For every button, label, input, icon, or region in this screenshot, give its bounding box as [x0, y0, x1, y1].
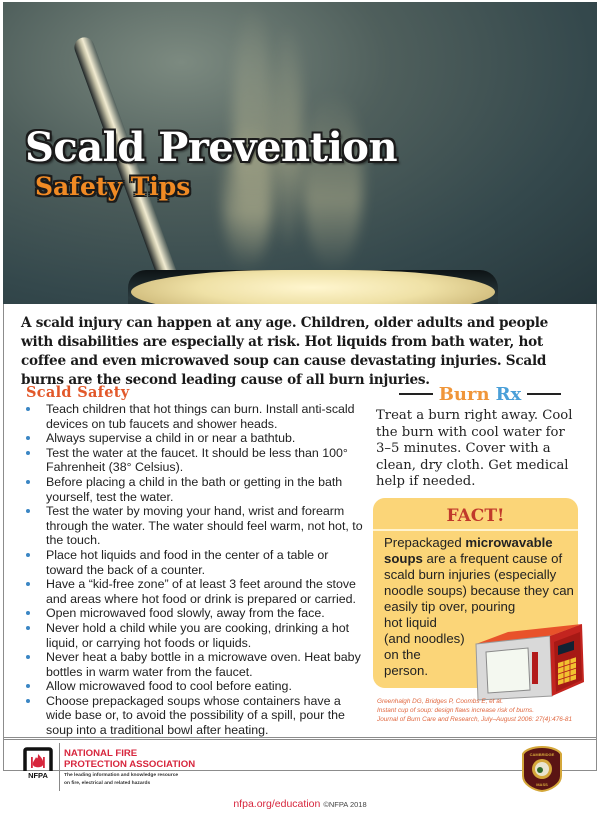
- page-subtitle: Safety Tips: [35, 172, 191, 201]
- burn-rx-word-burn: Burn: [438, 383, 490, 405]
- burn-rx-text: Treat a burn right away. Cool the burn with cool water for 3–5 minutes. Cover with a clean, dry cloth. Get medical help if needed.: [376, 408, 573, 490]
- bullet-icon: [26, 509, 30, 513]
- bullet-icon: [26, 553, 30, 557]
- scald-safety-heading: Scald Safety: [26, 384, 130, 401]
- badge-top-text: CAMBRIDGE: [529, 752, 555, 757]
- footer-vertical-divider: [59, 743, 60, 791]
- microwave-icon: [472, 616, 588, 704]
- bullet-icon: [26, 480, 30, 484]
- fact-text-line: on the: [384, 647, 421, 662]
- heading-rule: [399, 393, 433, 395]
- org-tagline: [64, 772, 178, 787]
- list-item-text: Place hot liquids and food in the center of a table or toward the back of a counter.: [46, 547, 329, 577]
- list-item: [24, 679, 364, 694]
- list-item-text: Have a “kid-free zone” of at least 3 feet around the stove and areas where hot food or drink is prepared or carried.: [46, 577, 356, 606]
- burn-rx-heading: [380, 383, 580, 405]
- scald-safety-list: [24, 402, 364, 738]
- citation-line: Journal of Burn Care and Research, July–August 2006: 27(4):476-81: [377, 716, 573, 723]
- list-item-text: Never hold a child while you are cooking, drinking a hot liquid, or carrying hot foods or liquids.: [46, 620, 350, 650]
- fact-text-post: are a frequent cause of scald burn injuries (especially noodle soups) because they can easily tip over, pouring: [384, 551, 574, 614]
- nfpa-education-link[interactable]: nfpa.org/education: [233, 798, 321, 810]
- fact-divider: [373, 529, 578, 531]
- footer-divider: [3, 739, 597, 740]
- citation: [377, 697, 592, 724]
- fact-text-line: (and noodles): [384, 631, 465, 646]
- bullet-icon: [26, 626, 30, 630]
- citation-line: Instant cup of soup: design flaws increase risk of burns.: [377, 707, 535, 714]
- list-item-text: Allow microwaved food to cool before eating.: [46, 679, 292, 694]
- org-name-line: NATIONAL FIRE: [64, 748, 138, 759]
- list-item-text: Open microwaved food slowly, away from the face.: [46, 606, 325, 621]
- bullet-icon: [26, 684, 30, 688]
- tagline-line: The leading information and knowledge resource: [64, 773, 179, 778]
- page-title: Scald Prevention: [25, 124, 398, 171]
- list-item-text: Never heat a baby bottle in a microwave oven. Heat baby bottles in warm water from the faucet.: [46, 650, 361, 679]
- list-item: [24, 475, 364, 504]
- org-name-line: PROTECTION ASSOCIATION: [64, 759, 196, 770]
- list-item-text: Choose prepackaged soups whose containers have a wide base or, to avoid the possibility of a spill, pour the soup into a traditional bowl after heating.: [46, 693, 345, 738]
- cup-liquid: [131, 270, 495, 304]
- copyright: ©NFPA 2018: [323, 800, 367, 809]
- citation-line: Greenhalgh DG, Bridges P, Coombs E, et al.: [377, 698, 503, 705]
- bullet-icon: [26, 655, 30, 659]
- bullet-icon: [26, 407, 30, 411]
- bullet-icon: [26, 699, 30, 703]
- list-item: [24, 694, 364, 738]
- fact-text-pre: Prepackaged: [384, 535, 466, 550]
- hero-photo: [3, 2, 597, 304]
- list-item: [24, 504, 364, 548]
- bullet-icon: [26, 436, 30, 440]
- list-item-text: Teach children that hot things can burn. Install anti-scald devices on tub faucets and shower heads.: [46, 402, 355, 431]
- fact-heading: FACT!: [446, 506, 505, 526]
- list-item-text: Test the water at the faucet. It should be less than 100° Fahrenheit (38° Celsius).: [46, 445, 348, 475]
- heading-rule: [527, 393, 561, 395]
- steam-decoration: [303, 92, 363, 272]
- bullet-icon: [26, 582, 30, 586]
- bullet-icon: [26, 611, 30, 615]
- list-item: [24, 548, 364, 577]
- list-item-text: Test the water by moving your hand, wrist and forearm through the water. The water should feel warm, not hot, to the touch.: [46, 504, 363, 548]
- cambridge-fire-badge-icon: [521, 746, 563, 792]
- list-item: [24, 650, 364, 679]
- list-item-text: Before placing a child in the bath or getting in the bath yourself, test the water.: [46, 474, 343, 504]
- bullet-icon: [26, 451, 30, 455]
- tagline-line: on fire, electrical and related hazards: [64, 780, 151, 786]
- list-item: [24, 577, 364, 606]
- nfpa-logo-text: NFPA: [28, 771, 48, 780]
- footer-bottom-line: [0, 798, 600, 810]
- intro-paragraph: A scald injury can happen at any age. Children, older adults and people with disabilities are especially at risk. Hot liquids from bath water, hot coffee and even microwaved soup can cause devastating injuries. Scald burns are the second leading cause of all burn injuries.: [21, 315, 549, 388]
- list-item: [24, 431, 364, 446]
- footer-divider: [3, 737, 597, 738]
- list-item: [24, 446, 364, 475]
- badge-bottom-text: MASS: [536, 782, 548, 787]
- fact-text-bold: microwavable soups: [384, 535, 553, 566]
- org-name: [64, 748, 195, 770]
- list-item: [24, 402, 364, 431]
- list-item-text: Always supervise a child in or near a bathtub.: [46, 431, 296, 446]
- fact-text-line: hot liquid: [384, 615, 437, 630]
- burn-rx-word-rx: Rx: [495, 383, 522, 405]
- list-item: [24, 621, 364, 650]
- fact-text-line: person.: [384, 663, 428, 678]
- list-item: [24, 606, 364, 621]
